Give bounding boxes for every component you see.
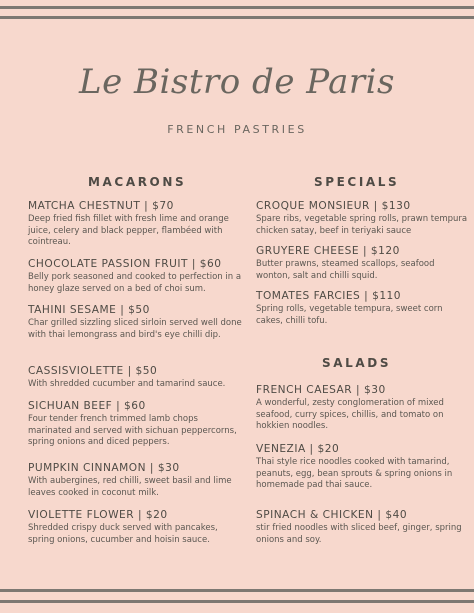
menu-subtitle: FRENCH PASTRIES [167,123,307,136]
bottom-border-rule [0,589,474,592]
menu-item-description: Butter prawns, steamed scallops, seafood wonton, salt and chilli squid. [256,259,435,281]
section-heading-salads: SALADS [322,356,392,370]
menu-item-description: Char grilled sizzling sliced sirloin served well done with thai lemongrass and bird's eye chilli dip. [28,318,242,340]
top-border-rule [0,6,474,9]
top-border-rule [0,16,474,19]
menu-item-description: Thai style rice noodles cooked with tamarind, peanuts, egg, bean sprouts & spring onions in homemade pad thai sauce. [256,457,453,491]
section-heading-specials: SPECIALS [314,175,400,189]
menu-item-title: CASSISVIOLETTE | $50 [28,365,158,377]
menu-item [28,508,243,546]
menu-item-title: VIOLETTE FLOWER | $20 [28,509,168,521]
menu-item-title: MATCHA CHESTNUT | $70 [28,200,174,212]
menu-item [256,289,471,327]
menu-item-description: Deep fried fish fillet with fresh lime and orange juice, celery and black pepper, flambéed with cointreau. [28,214,229,248]
menu-item [256,383,471,433]
menu-item-title: FRENCH CAESAR | $30 [256,384,386,396]
menu-item-title: CHOCOLATE PASSION FRUIT | $60 [28,258,222,270]
menu-item-title: VENEZIA | $20 [256,443,340,455]
menu-item-description: With aubergines, red chilli, sweet basil and lime leaves cooked in coconut milk. [28,476,232,498]
menu-item-description: Four tender french trimmed lamb chops marinated and served with sichuan peppercorns, spring onions and diced peppers. [28,414,237,448]
menu-item-description: Spare ribs, vegetable spring rolls, prawn tempura chicken satay, beef in teriyaki sauce [256,214,468,236]
menu-item-description: A wonderful, zesty conglomeration of mixed seafood, curry spices, chillis, and tomato on hokkien noodles. [256,398,444,432]
menu-item [256,244,471,282]
menu-item-title: PUMPKIN CINNAMON | $30 [28,462,180,474]
menu-item-title: GRUYERE CHEESE | $120 [256,245,400,257]
menu-item [256,199,471,237]
menu-item-description: Belly pork seasoned and cooked to perfection in a honey glaze served on a bed of choi sum. [28,272,242,294]
restaurant-name: Le Bistro de Paris [79,62,395,102]
menu-item-description: Spring rolls, vegetable tempura, sweet corn cakes, chilli tofu. [256,304,443,326]
menu-item-title: SICHUAN BEEF | $60 [28,400,146,412]
menu-item-title: TAHINI SESAME | $50 [28,304,150,316]
menu-item-description: With shredded cucumber and tamarind sauce. [28,379,226,389]
menu-item [28,461,243,499]
menu-item [256,508,471,546]
menu-item [28,303,243,341]
bottom-border-rule [0,600,474,603]
menu-item [28,399,243,449]
menu-item [256,442,471,492]
menu-item [28,364,243,391]
menu-item-description: Shredded crispy duck served with pancakes, spring onions, cucumber and hoisin sauce. [28,523,218,545]
menu-item-description: stir fried noodles with sliced beef, ginger, spring onions and soy. [256,523,462,545]
menu-item-title: SPINACH & CHICKEN | $40 [256,509,408,521]
menu-item [28,257,243,295]
menu-item [28,199,243,249]
menu-item-title: TOMATES FARCIES | $110 [256,290,402,302]
menu-item-title: CROQUE MONSIEUR | $130 [256,200,411,212]
section-heading-macarons: MACARONS [88,175,187,189]
